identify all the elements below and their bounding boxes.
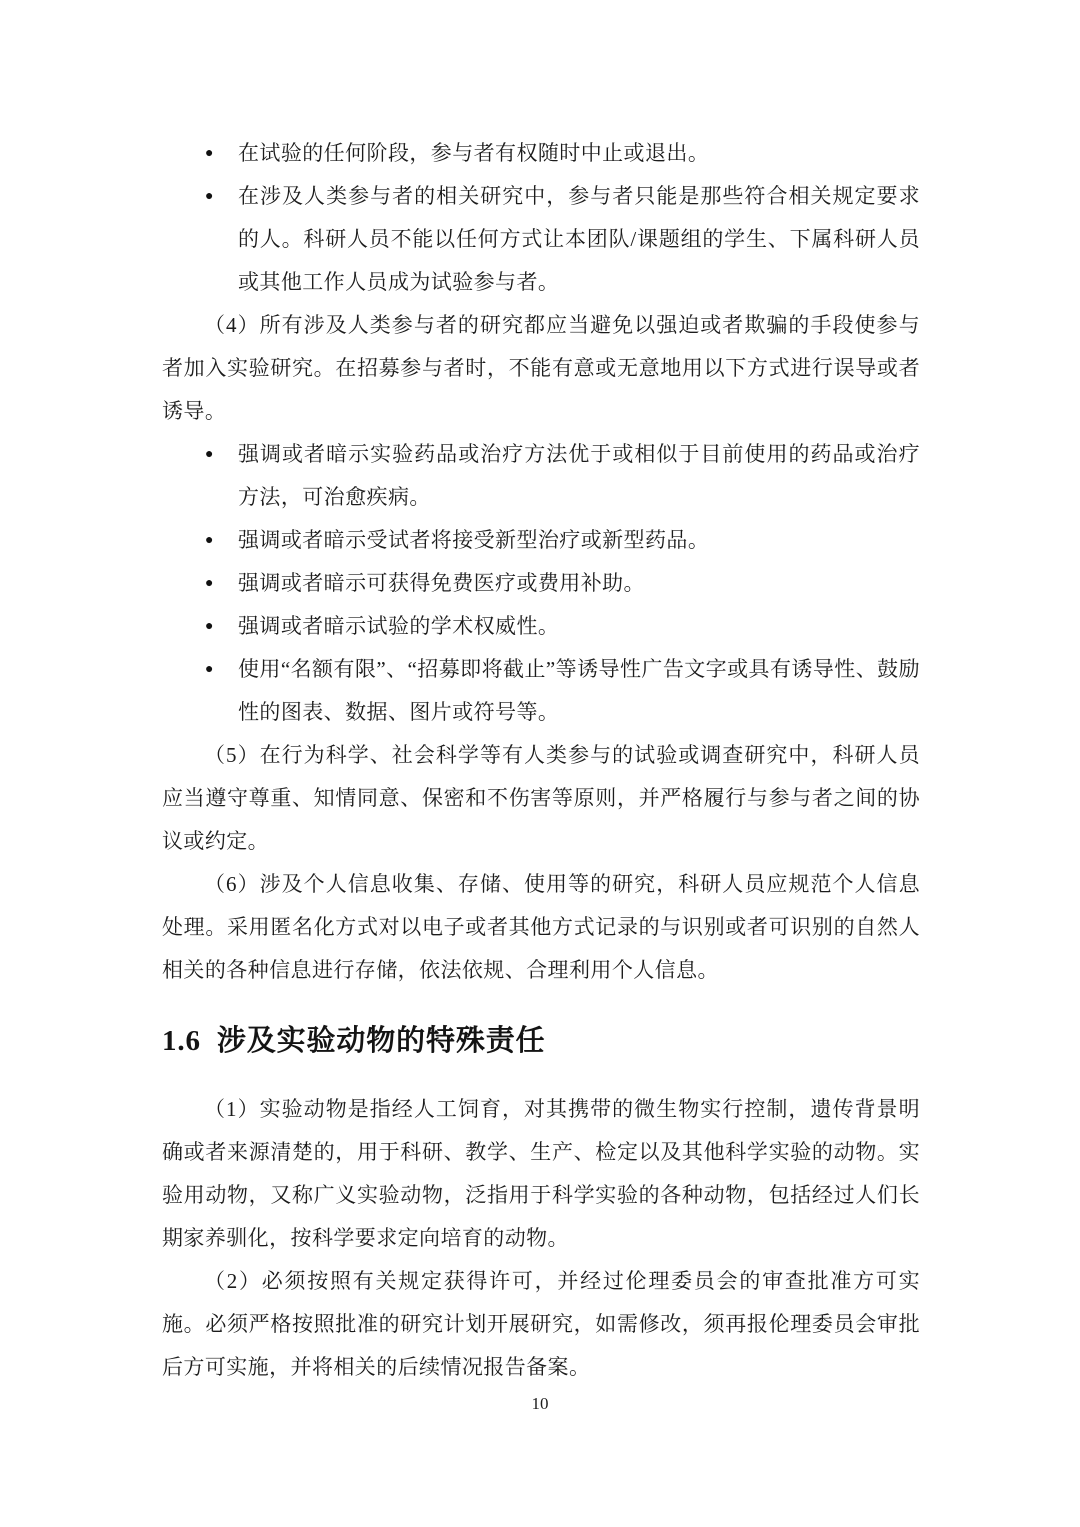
misleading-methods-list	[162, 433, 920, 734]
paragraph-animal-1: （1）实验动物是指经人工饲育，对其携带的微生物实行控制，遗传背景明确或者来源清楚的，用于科研、教学、生产、检定以及其他科学实验的动物。实验用动物，又称广义实验动物，泛指用于科学实验的各种动物，包括经过人们长期家养驯化，按科学要求定向培育的动物。	[162, 1097, 920, 1250]
list-item-text: 强调或者暗示实验药品或治疗方法优于或相似于目前使用的药品或治疗方法，可治愈疾病。	[238, 442, 920, 509]
bullet-icon: ●	[205, 189, 214, 204]
list-item	[162, 433, 920, 519]
list-item	[162, 648, 920, 734]
list-item	[162, 519, 920, 562]
bullet-icon: ●	[205, 619, 214, 634]
section-number: 1.6	[162, 1025, 201, 1057]
paragraph-animal-2: （2）必须按照有关规定获得许可，并经过伦理委员会的审查批准方可实施。必须严格按照批准的研究计划开展研究，如需修改，须再报伦理委员会审批后方可实施，并将相关的后续情况报告备案。	[162, 1269, 920, 1379]
section-title: 涉及实验动物的特殊责任	[216, 1025, 546, 1057]
bullet-icon: ●	[205, 662, 214, 677]
bullet-icon: ●	[205, 447, 214, 462]
bullet-icon: ●	[205, 533, 214, 548]
paragraph-5: （5）在行为科学、社会科学等有人类参与的试验或调查研究中，科研人员应当遵守尊重、知情同意、保密和不伤害等原则，并严格履行与参与者之间的协议或约定。	[162, 743, 920, 853]
list-item	[162, 562, 920, 605]
paragraph-6: （6）涉及个人信息收集、存储、使用等的研究，科研人员应规范个人信息处理。采用匿名化方式对以电子或者其他方式记录的与识别或者可识别的自然人相关的各种信息进行存储，依法依规、合理利用个人信息。	[162, 872, 920, 982]
paragraph-4: （4）所有涉及人类参与者的研究都应当避免以强迫或者欺骗的手段使参与者加入实验研究。在招募参与者时，不能有意或无意地用以下方式进行误导或者诱导。	[162, 313, 920, 423]
participant-rights-list	[162, 132, 920, 304]
list-item	[162, 175, 920, 304]
bullet-icon: ●	[205, 146, 214, 161]
list-item-text: 使用“名额有限”、“招募即将截止”等诱导性广告文字或具有诱导性、鼓励性的图表、数据、图片或符号等。	[238, 657, 920, 724]
list-item-text: 强调或者暗示可获得免费医疗或费用补助。	[238, 571, 645, 595]
list-item	[162, 605, 920, 648]
section-heading	[162, 1018, 920, 1064]
bullet-icon: ●	[205, 576, 214, 591]
list-item-text: 在涉及人类参与者的相关研究中，参与者只能是那些符合相关规定要求的人。科研人员不能以任何方式让本团队/课题组的学生、下属科研人员或其他工作人员成为试验参与者。	[238, 184, 920, 294]
page-number: 10	[531, 1394, 549, 1413]
list-item-text: 强调或者暗示受试者将接受新型治疗或新型药品。	[238, 528, 710, 552]
list-item-text: 在试验的任何阶段，参与者有权随时中止或退出。	[238, 141, 710, 165]
list-item-text: 强调或者暗示试验的学术权威性。	[238, 614, 560, 638]
list-item	[162, 132, 920, 175]
